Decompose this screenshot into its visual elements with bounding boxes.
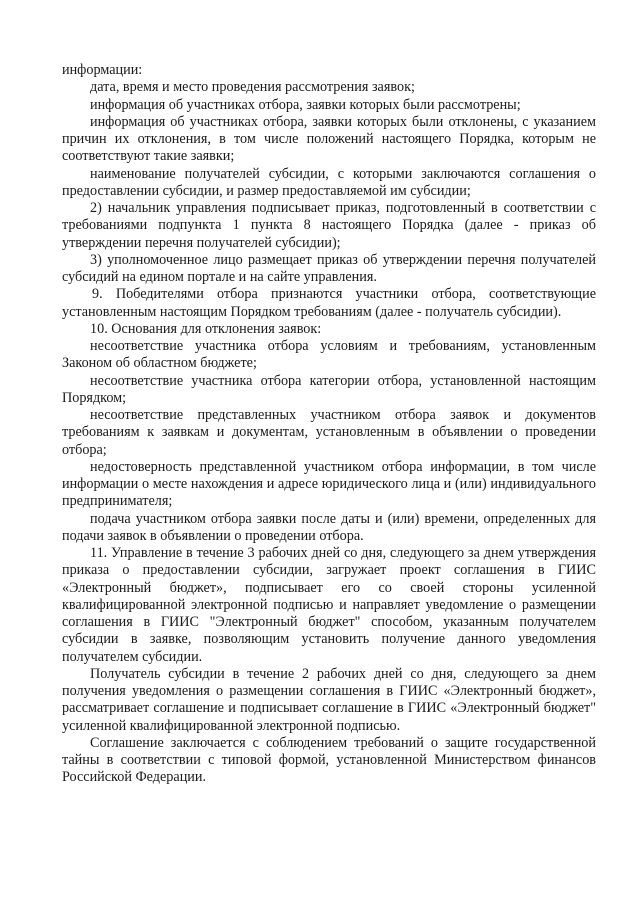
paragraph-section-11: 11. Управление в течение 3 рабочих дней со дня, следующего за днем утверждения приказа о предоставлении субсидии, загружает проект соглашения в ГИИС «Электронный бюджет», подписывает его со своей стороны усиленной квалифицированной электронной подписью и направляет уведомление о размещении соглашения в ГИИС "Электронный бюджет" способом, указанным получателем субсидии в заявке, позволяющим установить получение данного уведомления получателем субсидии. — [62, 545, 596, 665]
paragraph-subitem-3: 3) уполномоченное лицо размещает приказ об утверждении перечня получателей субсидий на едином портале и на сайте управления. — [62, 251, 596, 285]
paragraph-section-10-heading: 10. Основания для отклонения заявок: — [90, 320, 322, 337]
paragraph-section-9: 9. Победителями отбора признаются участники отбора, соответствующие установленным настоящим Порядком требованиям (далее - получатель субсидии). — [62, 286, 596, 320]
paragraph-rejection-reason-5: подача участником отбора заявки после даты и (или) времени, определенных для подачи заявок в объявлении о проведении отбора. — [62, 510, 596, 544]
paragraph-rejection-reason-1: несоответствие участника отбора условиям и требованиям, установленным Законом об областном бюджете; — [62, 338, 596, 372]
paragraph-item-date-time-place: дата, время и место проведения рассмотрения заявок; — [90, 79, 415, 96]
paragraph-item-rejected-participants: информация об участниках отбора, заявки которых были отклонены, с указанием причин их отклонения, в том числе положений настоящего Порядка, которым не соответствуют такие заявки; — [62, 113, 596, 165]
paragraph-subitem-2: 2) начальник управления подписывает приказ, подготовленный в соответствии с требованиями подпункта 1 пункта 8 настоящего Порядка (далее - приказ об утверждении перечня получателей субсидии); — [62, 200, 596, 251]
paragraph-recipient-review: Получатель субсидии в течение 2 рабочих дней со дня, следующего за днем получения уведомления о размещении соглашения в ГИИС «Электронный бюджет», рассматривает соглашение и подписывает соглашение в ГИИС «Электронный бюджет" усиленной квалифицированной электронной подписью. — [62, 665, 596, 734]
document-body — [62, 62, 596, 787]
paragraph-rejection-reason-3: несоответствие представленных участником отбора заявок и документов требованиям к заявкам и документам, установленным в объявлении о проведении отбора; — [62, 407, 596, 458]
paragraph-continuation: информации: — [62, 62, 143, 78]
paragraph-rejection-reason-4: недостоверность представленной участником отбора информации, в том числе информации о месте нахождения и адресе юридического лица и (или) индивидуального предпринимателя; — [62, 458, 596, 510]
paragraph-item-reviewed-participants: информация об участниках отбора, заявки которых были рассмотрены; — [90, 96, 521, 113]
paragraph-item-recipients-names: наименование получателей субсидии, с которыми заключаются соглашения о предоставлении субсидии, и размер предоставляемой им субсидии; — [62, 165, 596, 199]
paragraph-rejection-reason-2: несоответствие участника отбора категории отбора, установленной настоящим Порядком; — [62, 372, 596, 406]
paragraph-agreement-conclusion: Соглашение заключается с соблюдением требований о защите государственной тайны в соответствии с типовой формой, установленной Министерством финансов Российской Федерации. — [62, 734, 596, 786]
